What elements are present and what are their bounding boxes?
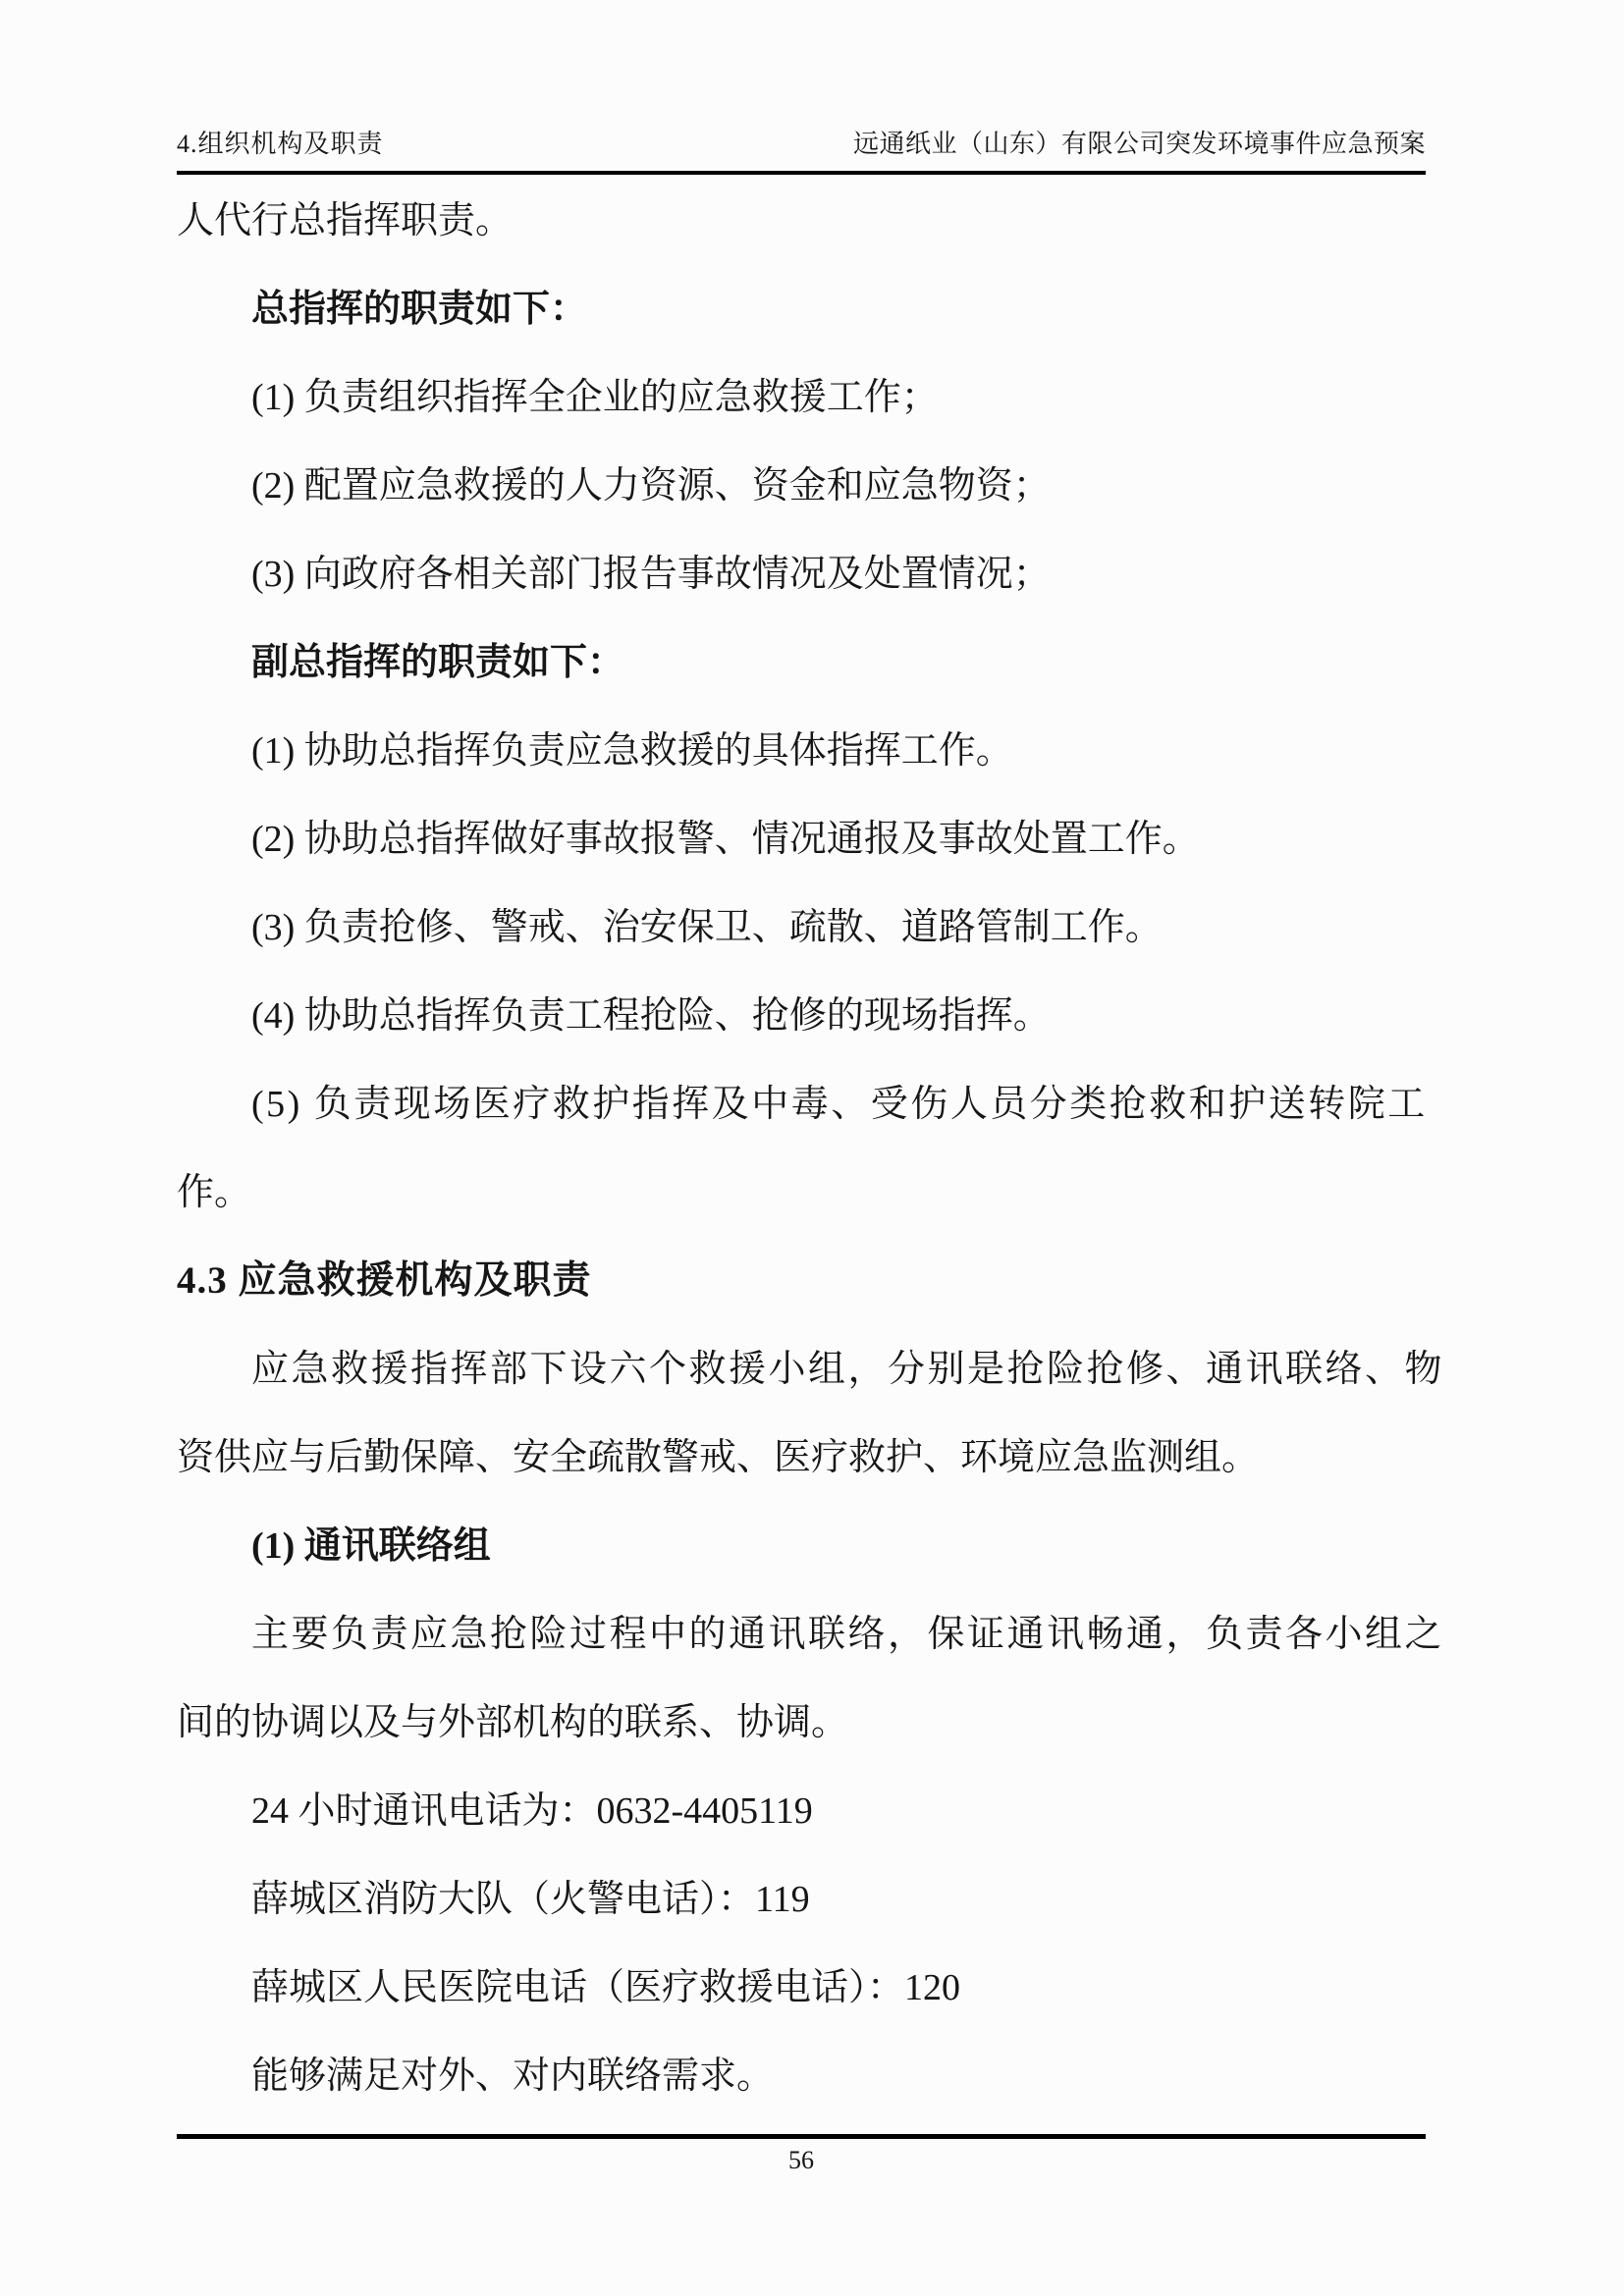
chief-duty-item-2: (2) 配置应急救援的人力资源、资金和应急物资； [251,465,1051,507]
deputy-duty-item-5-continuation: 作。 [177,1172,252,1213]
fire-brigade-phone: 薛城区消防大队（火警电话）：119 [251,1879,810,1920]
rescue-groups-paragraph-line-1: 应急救援指挥部下设六个救援小组，分别是抢险抢修、通讯联络、物 [251,1349,1445,1390]
hospital-phone: 薛城区人民医院电话（医疗救援电话）：120 [251,1967,961,2008]
heading-chief-commander-duties: 总指挥的职责如下： [251,289,588,330]
continued-paragraph-line: 人代行总指挥职责。 [177,200,514,241]
header-doc-title: 远通纸业（山东）有限公司突发环境事件应急预案 [852,130,1426,158]
subheading-communication-group: (1) 通讯联络组 [251,1525,491,1567]
rescue-groups-paragraph-line-2: 资供应与后勤保障、安全疏散警戒、医疗救护、环境应急监测组。 [177,1437,1260,1478]
heading-deputy-commander-duties: 副总指挥的职责如下： [251,642,625,683]
closing-statement-line: 能够满足对外、对内联络需求。 [251,2056,775,2097]
header-section-label: 4.组织机构及职责 [177,130,384,158]
document-body [177,175,1445,2120]
page-footer [177,2134,1426,2176]
chief-duty-item-3: (3) 向政府各相关部门报告事故情况及处置情况； [251,554,1051,595]
deputy-duty-item-1: (1) 协助总指挥负责应急救援的具体指挥工作。 [251,730,1013,772]
chief-duty-item-1: (1) 负责组织指挥全企业的应急救援工作； [251,377,939,418]
hotline-24h-phone: 24 小时通讯电话为：0632-4405119 [251,1790,813,1832]
deputy-duty-item-3: (3) 负责抢修、警戒、治安保卫、疏散、道路管制工作。 [251,907,1163,948]
deputy-duty-item-2: (2) 协助总指挥做好事故报警、情况通报及事故处置工作。 [251,819,1200,860]
page-header [177,128,1426,175]
deputy-duty-item-5: (5) 负责现场医疗救护指挥及中毒、受伤人员分类抢救和护送转院工 [251,1084,1428,1125]
communication-group-paragraph-line-1: 主要负责应急抢险过程中的通讯联络，保证通讯畅通，负责各小组之 [251,1614,1445,1655]
section-heading-4-3: 4.3 应急救援机构及职责 [177,1259,592,1302]
page-number: 56 [788,2146,814,2174]
communication-group-paragraph-line-2: 间的协调以及与外部机构的联系、协调。 [177,1702,849,1743]
deputy-duty-item-4: (4) 协助总指挥负责工程抢险、抢修的现场指挥。 [251,995,1051,1037]
